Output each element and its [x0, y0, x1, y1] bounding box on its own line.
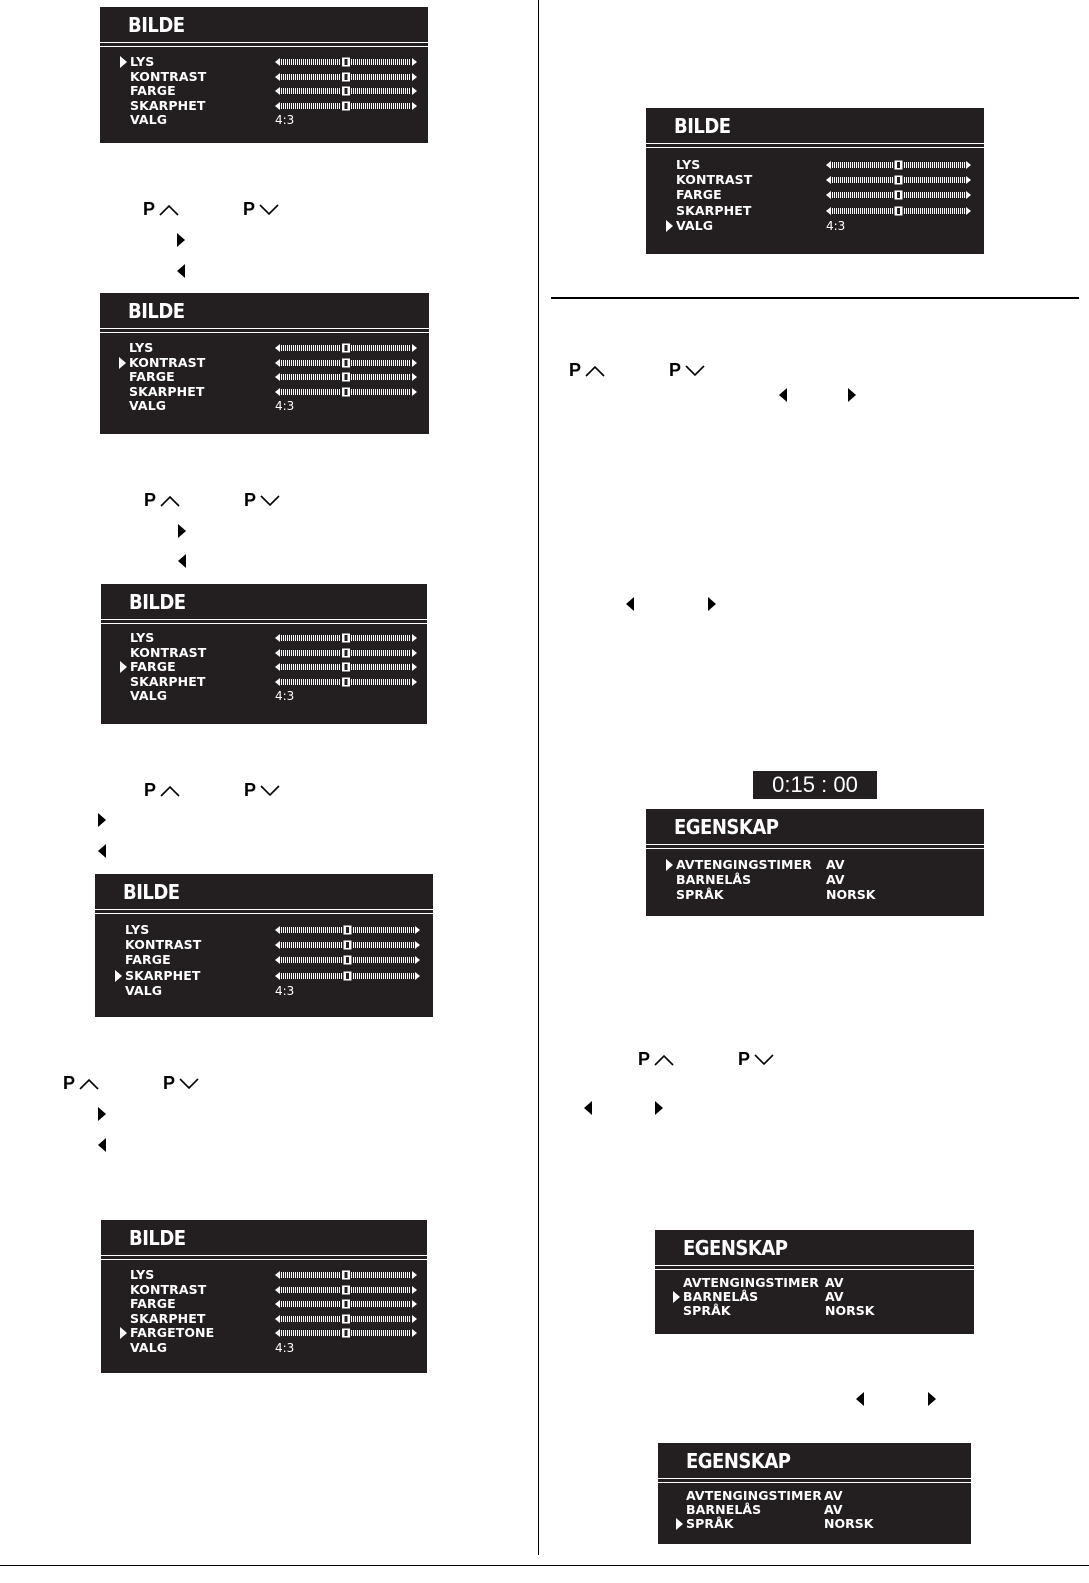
- menu-item[interactable]: [655, 1304, 974, 1318]
- menu-item[interactable]: [646, 204, 984, 218]
- right-arrow-icon: [708, 597, 716, 611]
- menu-item-label: LYS: [130, 630, 155, 645]
- menu-item-label: SPRÅK: [683, 1303, 731, 1318]
- level-slider[interactable]: [826, 206, 971, 216]
- menu-title: BILDE: [129, 590, 186, 614]
- menu-item-label: VALG: [125, 982, 163, 998]
- level-slider[interactable]: [275, 86, 417, 96]
- menu-item-label: FARGE: [130, 1296, 176, 1312]
- level-slider[interactable]: [275, 343, 417, 353]
- menu-item-value: NORSK: [825, 1303, 875, 1318]
- menu-item-label: VALG: [676, 217, 714, 233]
- level-slider[interactable]: [275, 955, 420, 965]
- menu-item-label: SKARPHET: [676, 202, 752, 218]
- menu-item-label: VALG: [130, 1340, 168, 1355]
- menu-item-label: BARNELÅS: [683, 1289, 759, 1304]
- menu-item-label: KONTRAST: [130, 644, 207, 660]
- column-divider: [538, 0, 539, 1555]
- menu-item[interactable]: [658, 1517, 971, 1531]
- menu-item[interactable]: [100, 84, 428, 98]
- level-slider[interactable]: [826, 160, 971, 170]
- level-slider[interactable]: [275, 358, 417, 368]
- level-slider[interactable]: [275, 971, 420, 981]
- menu-item[interactable]: [95, 953, 433, 967]
- right-arrow-icon: [98, 1107, 106, 1121]
- level-slider[interactable]: [275, 387, 417, 397]
- menu-title: EGENSKAP: [686, 1449, 791, 1473]
- menu-item[interactable]: [101, 675, 427, 689]
- bilde-menu-valg: [646, 108, 984, 254]
- menu-item-label: FARGE: [130, 659, 176, 675]
- menu-item-label: LYS: [130, 1267, 155, 1282]
- level-slider[interactable]: [275, 1299, 417, 1309]
- menu-title: BILDE: [123, 880, 180, 904]
- menu-title: BILDE: [128, 13, 185, 37]
- level-slider[interactable]: [275, 648, 417, 658]
- menu-item-value: 4:3: [275, 1341, 295, 1355]
- egenskap-menu-barnelas: [655, 1230, 974, 1334]
- p-down-key-icon: P: [738, 1049, 774, 1070]
- footer-rule: [0, 1565, 1089, 1566]
- menu-item[interactable]: [646, 219, 984, 233]
- menu-item-label: BARNELÅS: [686, 1502, 762, 1517]
- egenskap-menu-avtengingstimer: [646, 809, 984, 916]
- menu-item-label: KONTRAST: [130, 1281, 207, 1297]
- menu-title-rule: [646, 844, 984, 849]
- p-up-key-icon: P: [638, 1049, 674, 1070]
- selection-cursor-icon: [673, 1291, 680, 1303]
- p-down-key-icon: P: [669, 360, 705, 381]
- menu-item[interactable]: [101, 646, 427, 660]
- left-arrow-icon: [626, 597, 634, 611]
- level-slider[interactable]: [275, 1270, 417, 1280]
- menu-item-label: LYS: [129, 340, 154, 355]
- menu-title-rule: [646, 143, 984, 148]
- menu-item[interactable]: [658, 1489, 971, 1503]
- menu-title-rule: [101, 619, 427, 624]
- left-arrow-icon: [98, 1138, 106, 1152]
- level-slider[interactable]: [275, 940, 420, 950]
- menu-item[interactable]: [100, 55, 428, 69]
- menu-item-label: FARGETONE: [130, 1325, 215, 1341]
- menu-item-label: KONTRAST: [125, 937, 202, 953]
- menu-title-rule: [655, 1265, 974, 1270]
- level-slider[interactable]: [275, 1285, 417, 1295]
- menu-item[interactable]: [100, 399, 429, 413]
- p-down-key-icon: P: [163, 1073, 199, 1094]
- menu-item[interactable]: [101, 631, 427, 645]
- menu-item-value: AV: [826, 872, 845, 887]
- menu-item-value: 4:3: [826, 218, 846, 233]
- menu-item[interactable]: [100, 70, 428, 84]
- menu-item-label: AVTENGINGSTIMER: [676, 857, 812, 872]
- menu-item-label: LYS: [130, 54, 155, 69]
- menu-item[interactable]: [646, 873, 984, 887]
- level-slider[interactable]: [275, 662, 417, 672]
- menu-title: EGENSKAP: [674, 815, 779, 839]
- selection-cursor-icon: [120, 661, 127, 673]
- menu-item-label: FARGE: [129, 369, 175, 385]
- left-arrow-icon: [177, 264, 185, 278]
- p-up-key-icon: P: [63, 1073, 99, 1094]
- menu-item-value: AV: [824, 1502, 843, 1517]
- menu-item[interactable]: [100, 113, 428, 127]
- menu-item[interactable]: [95, 938, 433, 952]
- menu-item-value: 4:3: [275, 983, 295, 998]
- level-slider[interactable]: [275, 677, 417, 687]
- selection-cursor-icon: [120, 1327, 127, 1339]
- right-arrow-icon: [178, 524, 186, 538]
- menu-item[interactable]: [95, 984, 433, 998]
- menu-item[interactable]: [101, 1312, 427, 1326]
- menu-item-value: AV: [825, 1289, 844, 1304]
- menu-item-label: SKARPHET: [130, 1310, 206, 1326]
- bilde-menu-fargetone: [101, 1220, 427, 1373]
- menu-title: EGENSKAP: [683, 1236, 788, 1260]
- selection-cursor-icon: [119, 357, 126, 369]
- selection-cursor-icon: [120, 56, 127, 68]
- level-slider[interactable]: [826, 175, 971, 185]
- menu-item-label: SPRÅK: [686, 1516, 734, 1531]
- selection-cursor-icon: [666, 220, 673, 232]
- level-slider[interactable]: [275, 633, 417, 643]
- menu-item-label: VALG: [130, 688, 168, 704]
- menu-item[interactable]: [646, 888, 984, 902]
- egenskap-menu-sprak: [658, 1443, 971, 1544]
- menu-item[interactable]: [100, 99, 428, 113]
- menu-item-label: AVTENGINGSTIMER: [686, 1488, 822, 1503]
- left-arrow-icon: [584, 1101, 592, 1115]
- menu-item[interactable]: [658, 1503, 971, 1517]
- menu-item-label: SKARPHET: [129, 383, 205, 399]
- menu-item[interactable]: [100, 370, 429, 384]
- level-slider[interactable]: [275, 372, 417, 382]
- menu-item-label: VALG: [129, 398, 167, 414]
- right-arrow-icon: [848, 388, 856, 402]
- menu-item[interactable]: [646, 858, 984, 872]
- right-arrow-icon: [655, 1101, 663, 1115]
- menu-item-label: KONTRAST: [129, 354, 206, 370]
- menu-item-label: AVTENGINGSTIMER: [683, 1275, 819, 1290]
- selection-cursor-icon: [115, 970, 122, 982]
- selection-cursor-icon: [676, 1518, 683, 1530]
- menu-item-label: KONTRAST: [130, 68, 207, 84]
- menu-item-label: SKARPHET: [125, 967, 201, 983]
- menu-item-label: BARNELÅS: [676, 872, 752, 887]
- menu-item-label: LYS: [676, 157, 701, 172]
- right-arrow-icon: [928, 1392, 936, 1406]
- menu-item[interactable]: [101, 1341, 427, 1355]
- p-up-key-icon: P: [143, 199, 179, 220]
- menu-item-label: FARGE: [125, 952, 171, 968]
- menu-item[interactable]: [95, 923, 433, 937]
- bilde-menu-lys: [100, 7, 428, 143]
- menu-item[interactable]: [646, 173, 984, 187]
- level-slider[interactable]: [275, 925, 420, 935]
- menu-title: BILDE: [674, 114, 731, 138]
- menu-item-value: AV: [825, 1275, 844, 1290]
- menu-item-value: NORSK: [824, 1516, 874, 1531]
- menu-item-label: LYS: [125, 922, 150, 937]
- menu-item-value: 4:3: [275, 399, 295, 414]
- menu-item-label: KONTRAST: [676, 172, 753, 188]
- left-arrow-icon: [178, 554, 186, 568]
- menu-item[interactable]: [101, 1297, 427, 1311]
- level-slider[interactable]: [275, 57, 417, 67]
- selection-cursor-icon: [666, 859, 673, 871]
- left-arrow-icon: [856, 1392, 864, 1406]
- menu-item-value: 4:3: [275, 689, 295, 704]
- left-arrow-icon: [98, 844, 106, 858]
- section-divider: [551, 297, 1079, 299]
- menu-item-value: NORSK: [826, 887, 876, 902]
- menu-item[interactable]: [646, 158, 984, 172]
- menu-item-label: SPRÅK: [676, 887, 724, 902]
- level-slider[interactable]: [275, 1328, 417, 1338]
- menu-item[interactable]: [655, 1290, 974, 1304]
- menu-title: BILDE: [128, 299, 185, 323]
- level-slider[interactable]: [275, 101, 417, 111]
- p-down-key-icon: P: [243, 199, 279, 220]
- p-down-key-icon: P: [244, 490, 280, 511]
- menu-title-rule: [101, 1255, 427, 1260]
- p-down-key-icon: P: [244, 780, 280, 801]
- p-up-key-icon: P: [569, 360, 605, 381]
- menu-item-label: VALG: [130, 112, 168, 128]
- menu-item[interactable]: [101, 660, 427, 674]
- menu-item[interactable]: [100, 341, 429, 355]
- p-up-key-icon: P: [144, 490, 180, 511]
- menu-title-rule: [95, 909, 433, 914]
- menu-item[interactable]: [100, 356, 429, 370]
- menu-item-label: SKARPHET: [130, 673, 206, 689]
- level-slider[interactable]: [275, 72, 417, 82]
- menu-item[interactable]: [95, 969, 433, 983]
- menu-title: BILDE: [129, 1226, 186, 1250]
- menu-item-value: AV: [824, 1488, 843, 1503]
- bilde-menu-farge: [101, 584, 427, 724]
- p-up-key-icon: P: [144, 780, 180, 801]
- menu-item-label: FARGE: [130, 83, 176, 99]
- menu-item[interactable]: [101, 1326, 427, 1340]
- menu-item[interactable]: [655, 1276, 974, 1290]
- menu-item[interactable]: [646, 188, 984, 202]
- menu-item[interactable]: [101, 1268, 427, 1282]
- bilde-menu-skarphet: [95, 874, 433, 1017]
- right-arrow-icon: [177, 233, 185, 247]
- sleep-timer-display: 0:15 : 00: [753, 771, 877, 799]
- level-slider[interactable]: [275, 1314, 417, 1324]
- menu-item-label: SKARPHET: [130, 97, 206, 113]
- menu-item-value: 4:3: [275, 113, 295, 128]
- menu-item[interactable]: [101, 1283, 427, 1297]
- menu-title-rule: [100, 42, 428, 47]
- bilde-menu-kontrast: [100, 293, 429, 434]
- left-arrow-icon: [779, 388, 787, 402]
- menu-item-value: AV: [826, 857, 845, 872]
- menu-item[interactable]: [101, 689, 427, 703]
- right-arrow-icon: [98, 813, 106, 827]
- menu-title-rule: [100, 328, 429, 333]
- menu-item-label: FARGE: [676, 187, 722, 203]
- menu-item[interactable]: [100, 385, 429, 399]
- level-slider[interactable]: [826, 190, 971, 200]
- menu-title-rule: [658, 1478, 971, 1483]
